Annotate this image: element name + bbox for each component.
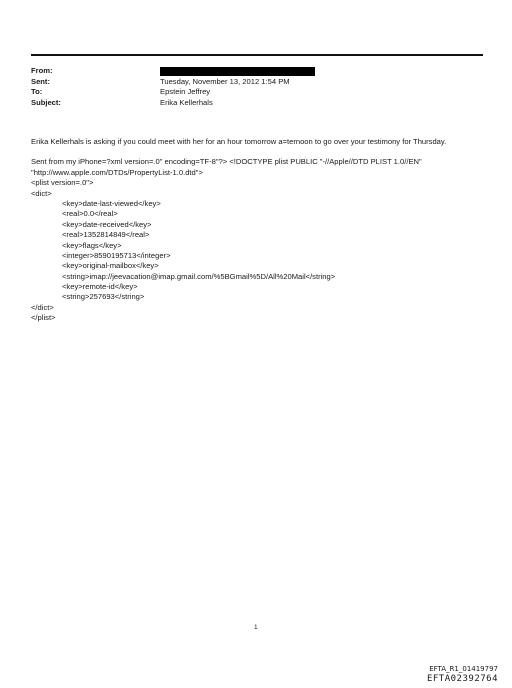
email-header bbox=[31, 66, 483, 108]
xml-line: <integer>8590195713</integer> bbox=[62, 250, 171, 260]
subject-row bbox=[31, 98, 483, 109]
xml-line: <string>257693</string> bbox=[62, 292, 145, 302]
page-number: 1 bbox=[254, 624, 258, 631]
sent-row bbox=[31, 77, 483, 88]
signature-line-2: "http://www.apple.com/DTDs/PropertyList-1.0.dtd"> bbox=[31, 167, 203, 177]
subject-label: Subject: bbox=[31, 97, 61, 107]
bates-id-2: EFTA02392764 bbox=[426, 674, 498, 684]
from-label: From: bbox=[31, 66, 53, 75]
sent-label: Sent: bbox=[31, 76, 50, 86]
xml-line: <string>imap://jeevacation@imap.gmail.com/%5BGmail%5D/All%20Mail</string> bbox=[62, 271, 336, 281]
header-divider bbox=[31, 54, 483, 56]
to-value: Epstein Jeffrey bbox=[160, 87, 211, 96]
xml-line: </dict> bbox=[31, 302, 54, 312]
sent-value: Tuesday, November 13, 2012 1:54 PM bbox=[160, 76, 290, 86]
signature-line-1: Sent from my iPhone=?xml version=.0" encoding=TF-8"?> <!DOCTYPE plist PUBLIC "-//Apple//DTD PLIST 1.0//EN" bbox=[31, 157, 422, 167]
xml-line: </plist> bbox=[31, 313, 56, 323]
from-row bbox=[31, 66, 483, 77]
bates-id-1: EFTA_R1_01419797 bbox=[429, 665, 498, 673]
xml-line: <plist version=.0"> bbox=[31, 178, 94, 188]
to-row bbox=[31, 87, 483, 98]
to-label: To: bbox=[31, 87, 43, 96]
xml-line: <key>date-last-viewed</key> bbox=[62, 198, 161, 208]
from-value-redacted bbox=[160, 66, 315, 77]
body-paragraph: Erika Kellerhals is asking if you could meet with her for an hour tomorrow a=ternoon to go over your testimony for Thursday. bbox=[31, 137, 447, 146]
xml-line: <real>0.0</real> bbox=[62, 209, 118, 219]
xml-line: <real>1352814849</real> bbox=[62, 230, 150, 240]
subject-value: Erika Kellerhals bbox=[160, 97, 213, 107]
xml-line: <key>date-received</key> bbox=[62, 219, 152, 229]
xml-line: <dict> bbox=[31, 188, 52, 198]
xml-line: <key>flags</key> bbox=[62, 240, 122, 250]
bates-stamp bbox=[427, 664, 498, 684]
xml-line: <key>remote-id</key> bbox=[62, 282, 138, 292]
redaction-box bbox=[160, 67, 315, 76]
xml-line: <key>original-mailbox</key> bbox=[62, 261, 159, 271]
email-body bbox=[31, 137, 483, 324]
